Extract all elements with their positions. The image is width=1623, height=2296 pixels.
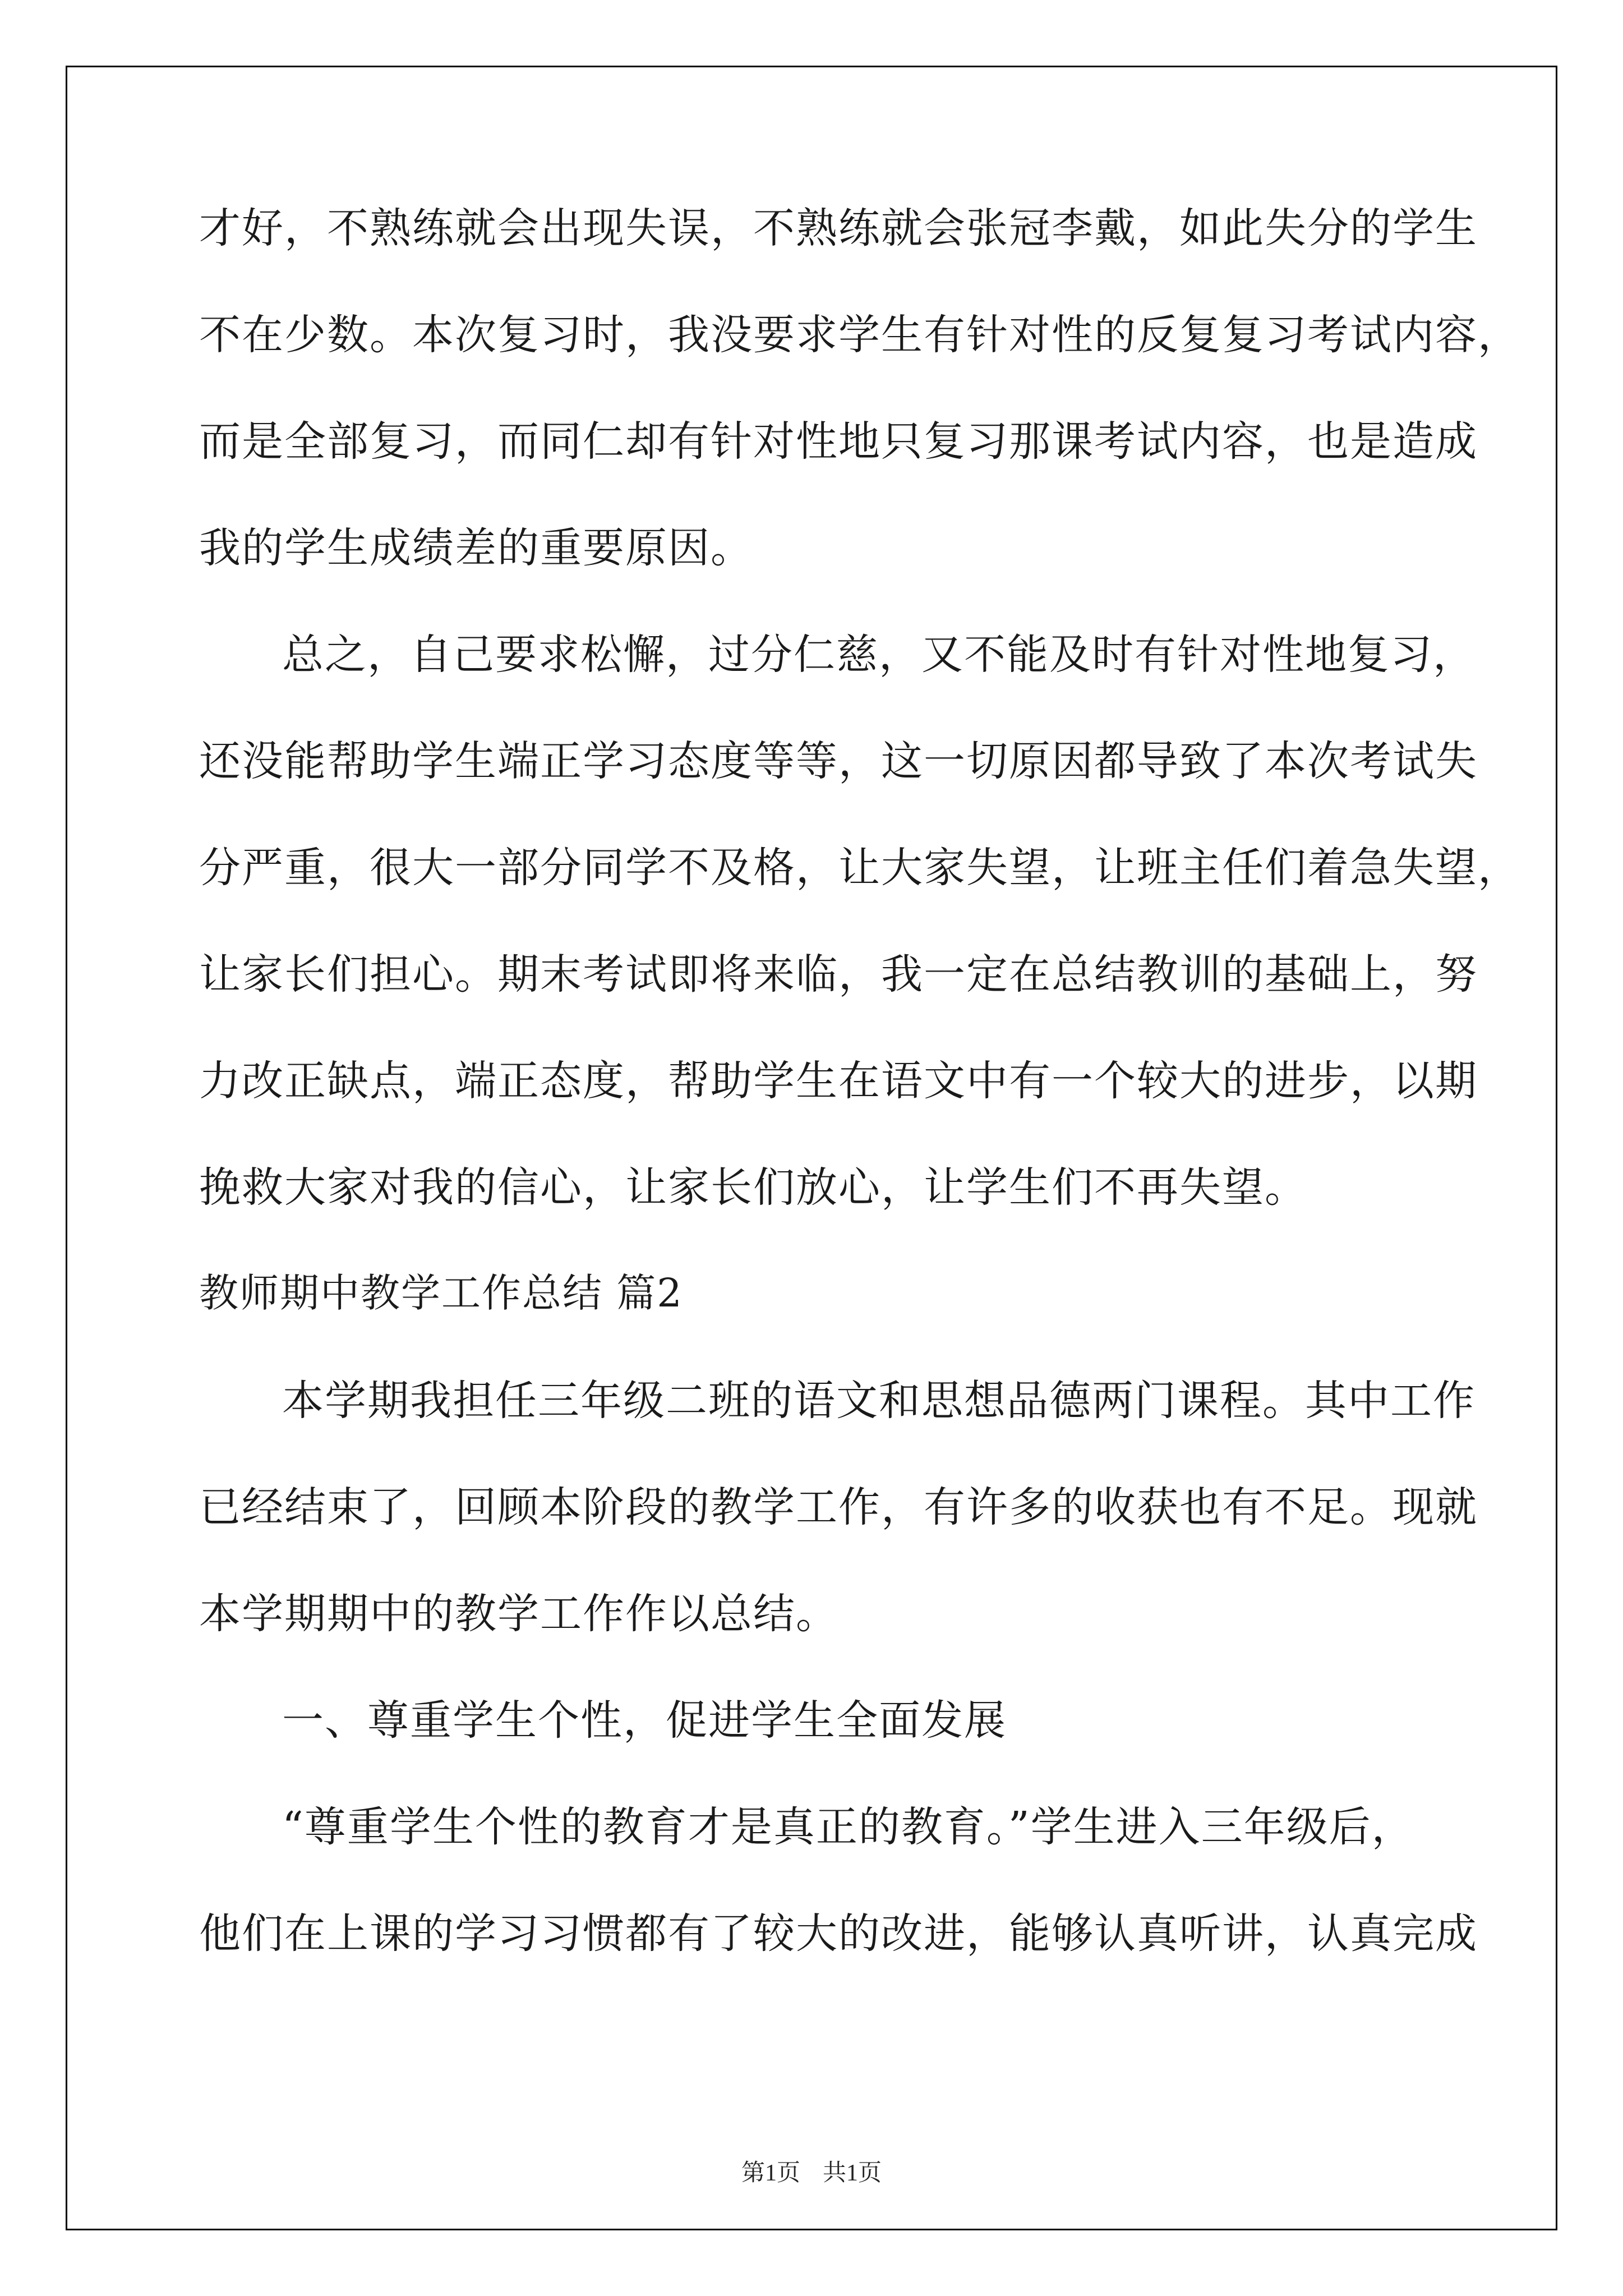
page-number: 第1页 <box>741 2160 800 2186</box>
subsection-heading: 一、尊重学生个性，促进学生全面发展 <box>282 1696 1007 1745</box>
body-line: 还没能帮助学生端正学习态度等等，这一切原因都导致了本次考试失 <box>199 737 1478 785</box>
document-body <box>199 204 1520 2019</box>
page-total: 共1页 <box>823 2160 882 2186</box>
body-line: 让家长们担心。期末考试即将来临，我一定在总结教训的基础上，努 <box>199 950 1478 999</box>
body-line: 分严重，很大一部分同学不及格，让大家失望，让班主任们着急失望， <box>199 844 1520 892</box>
body-line: 我的学生成绩差的重要原因。 <box>199 524 753 572</box>
body-line: 已经结束了，回顾本阶段的教学工作，有许多的收获也有不足。现就 <box>199 1483 1478 1531</box>
page-footer <box>0 2154 1623 2188</box>
body-line: 不在少数。本次复习时，我没要求学生有针对性的反复复习考试内容， <box>199 311 1520 359</box>
body-line: 力改正缺点，端正态度，帮助学生在语文中有一个较大的进步，以期 <box>199 1057 1478 1105</box>
section-heading: 教师期中教学工作总结 篇2 <box>199 1270 683 1316</box>
body-line: 本学期我担任三年级二班的语文和思想品德两门课程。其中工作 <box>282 1377 1476 1425</box>
body-line: “尊重学生个性的教育才是真正的教育。”学生进入三年级后， <box>282 1803 1414 1851</box>
body-line: 本学期期中的教学工作作以总结。 <box>199 1590 838 1638</box>
body-line: 而是全部复习，而同仁却有针对性地只复习那课考试内容，也是造成 <box>199 417 1478 466</box>
body-line: 他们在上课的学习习惯都有了较大的改进，能够认真听讲，认真完成 <box>199 1910 1478 1958</box>
body-line: 总之，自己要求松懈，过分仁慈，又不能及时有针对性地复习， <box>282 631 1476 679</box>
body-line: 才好，不熟练就会出现失误，不熟练就会张冠李戴，如此失分的学生 <box>199 204 1478 252</box>
body-line: 挽救大家对我的信心，让家长们放心，让学生们不再失望。 <box>199 1163 1307 1212</box>
